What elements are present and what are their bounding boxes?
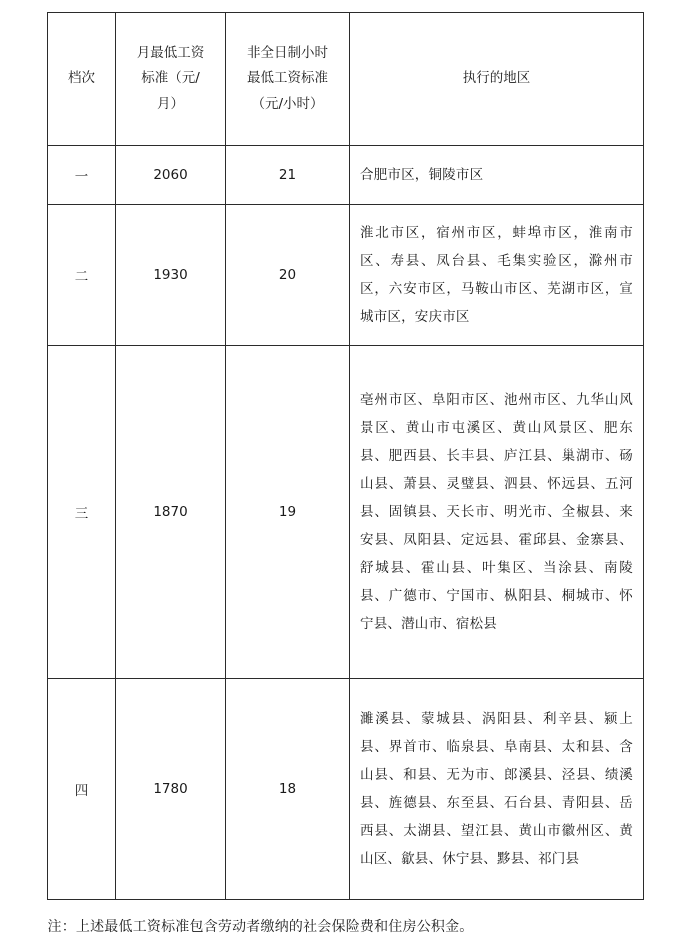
cell-region: 濉溪县、蒙城县、涡阳县、利辛县、颍上县、界首市、临泉县、阜南县、太和县、含山县、和县、无为市、郎溪县、泾县、绩溪县、旌德县、东至县、石台县、青阳县、岳西县、太湖县、望江县、黄山市徽州区、黄山区、歙县、休宁县、黟县、祁门县 — [350, 679, 644, 900]
table-header-row — [48, 13, 644, 146]
cell-monthly: 2060 — [116, 146, 226, 205]
header-region-text: 执行的地区 — [462, 70, 531, 87]
header-monthly-standard — [116, 13, 226, 146]
cell-monthly: 1780 — [116, 679, 226, 900]
header-hourly-line-2: 最低工资标准 — [247, 70, 328, 87]
cell-hourly: 20 — [226, 205, 350, 346]
cell-region: 淮北市区，宿州市区，蚌埠市区，淮南市区、寿县、凤台县、毛集实验区，滁州市区，六安市区，马鞍山市区、芜湖市区，宣城市区，安庆市区 — [350, 205, 644, 346]
cell-hourly: 21 — [226, 146, 350, 205]
cell-level: 四 — [48, 679, 116, 900]
minimum-wage-table — [47, 12, 644, 900]
cell-monthly: 1870 — [116, 346, 226, 679]
table-footnote: 注：上述最低工资标准包含劳动者缴纳的社会保险费和住房公积金。 — [47, 919, 474, 935]
header-hourly-line-3: （元/小时） — [251, 95, 324, 112]
header-hourly-standard — [226, 13, 350, 146]
table-row — [48, 346, 644, 679]
cell-monthly: 1930 — [116, 205, 226, 346]
cell-level: 三 — [48, 346, 116, 679]
cell-region: 合肥市区，铜陵市区 — [350, 146, 644, 205]
cell-region: 亳州市区、阜阳市区、池州市区、九华山风景区、黄山市屯溪区、黄山风景区、肥东县、肥西县、长丰县、庐江县、巢湖市、砀山县、萧县、灵璧县、泗县、怀远县、五河县、固镇县、天长市、明光市、全椒县、来安县、凤阳县、定远县、霍邱县、金寨县、舒城县、霍山县、叶集区、当涂县、南陵县、广德市、宁国市、枞阳县、桐城市、怀宁县、潜山市、宿松县 — [350, 346, 644, 679]
table-body — [48, 146, 644, 900]
table-row — [48, 146, 644, 205]
cell-hourly: 19 — [226, 346, 350, 679]
header-region — [350, 13, 644, 146]
cell-hourly: 18 — [226, 679, 350, 900]
header-level — [48, 13, 116, 146]
table-row — [48, 205, 644, 346]
header-monthly-line-3: 月） — [157, 95, 184, 112]
table-row — [48, 679, 644, 900]
table-header — [48, 13, 644, 146]
header-monthly-line-2: 标准（元/ — [141, 70, 200, 87]
cell-level: 二 — [48, 205, 116, 346]
cell-level: 一 — [48, 146, 116, 205]
header-hourly-line-1: 非全日制小时 — [247, 44, 328, 61]
header-level-text: 档次 — [68, 70, 95, 87]
header-monthly-line-1: 月最低工资 — [136, 44, 205, 61]
